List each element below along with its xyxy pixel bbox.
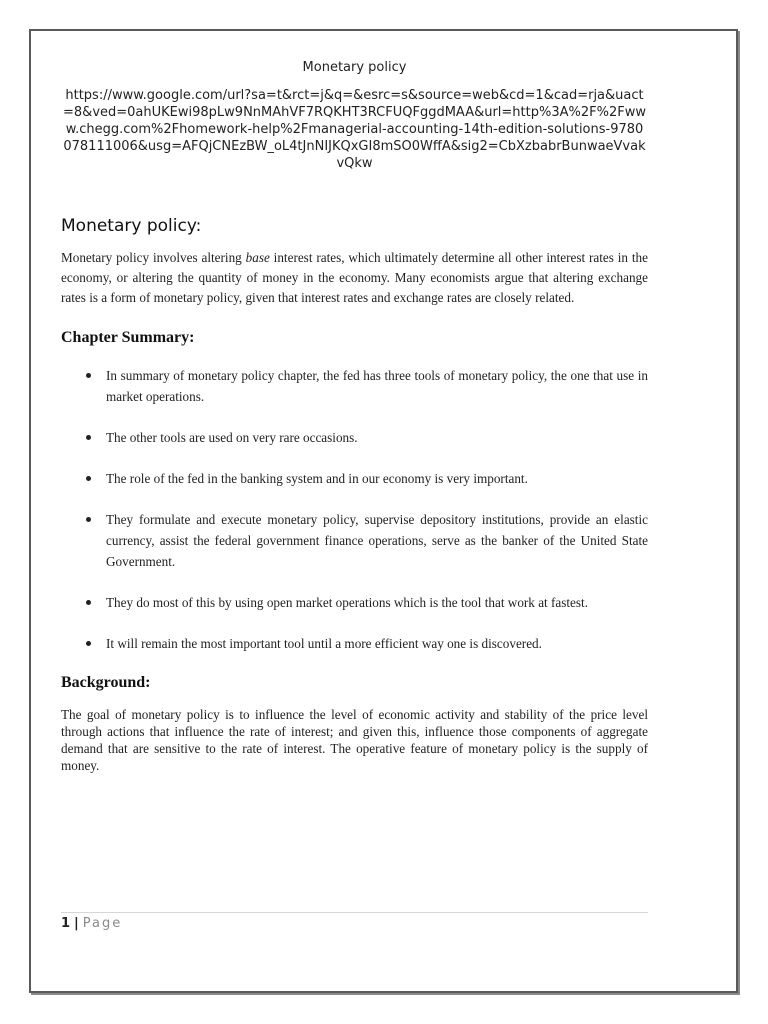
- list-item: [86, 592, 648, 613]
- monetary-policy-paragraph: [61, 248, 648, 308]
- list-item: [86, 633, 648, 654]
- list-item: [86, 468, 648, 489]
- list-item-text: The role of the fed in the banking system and in our economy is very important.: [106, 471, 528, 486]
- list-item: [86, 427, 648, 448]
- bullet-icon: [86, 435, 91, 440]
- background-heading: Background:: [61, 674, 151, 691]
- monetary-policy-text-start: Monetary policy involves altering: [61, 250, 246, 265]
- list-item-text: They formulate and execute monetary policy, supervise depository institutions, provide an elastic currency, assist the federal government finance operations, serve as the banker of the United State Government.: [106, 512, 648, 569]
- bullet-icon: [86, 517, 91, 522]
- source-url: https://www.google.com/url?sa=t&rct=j&q=&esrc=s&source=web&cd=1&cad=rja&uact=8&ved=0ahUKEwi98pLw9NnMAhVF7RQKHT3RCFUQFggdMAA&url=http%3A%2F%2Fwww.chegg.com%2Fhomework-help%2Fmanagerial-accounting-14th-edition-solutions-9780078111006&usg=AFQjCNEzBW_oL4tJnNIJKQxGI8mSO0WffA&sig2=CbXzbabrBunwaeVvakvQkw: [63, 88, 646, 171]
- list-item-text: They do most of this by using open market operations which is the tool that work at fastest.: [106, 595, 588, 610]
- page-separator: |: [74, 916, 79, 931]
- bullet-icon: [86, 641, 91, 646]
- page-label: Page: [82, 916, 123, 931]
- page-content: [61, 60, 648, 774]
- list-item-text: It will remain the most important tool until a more efficient way one is discovered.: [106, 636, 542, 651]
- chapter-summary-list: [61, 365, 648, 654]
- bullet-icon: [86, 600, 91, 605]
- page-number: 1: [61, 916, 71, 931]
- list-item-text: The other tools are used on very rare occasions.: [106, 430, 358, 445]
- monetary-policy-emphasis: base: [245, 250, 270, 265]
- list-item: [86, 509, 648, 572]
- page-footer: [61, 912, 648, 931]
- chapter-summary-heading: Chapter Summary:: [61, 329, 195, 346]
- list-item-text: In summary of monetary policy chapter, the fed has three tools of monetary policy, the one that use in market operations.: [106, 368, 648, 404]
- bullet-icon: [86, 476, 91, 481]
- background-paragraph: The goal of monetary policy is to influence the level of economic activity and stability of the price level through actions that influence the rate of interest; and given this, influence those components of aggregate demand that are sensitive to the rate of interest. The operative feature of monetary policy is the supply of money.: [61, 707, 648, 773]
- monetary-policy-heading: Monetary policy:: [61, 216, 202, 236]
- list-item: [86, 365, 648, 407]
- monetary-policy-text-end: interest rates, which ultimately determine all other interest rates in the economy, or altering the quantity of money in the economy. Many economists argue that altering exchange rates is a form of monetary policy, given that interest rates and exchange rates are closely related.: [61, 250, 648, 305]
- document-title: Monetary policy: [302, 60, 407, 75]
- bullet-icon: [86, 373, 91, 378]
